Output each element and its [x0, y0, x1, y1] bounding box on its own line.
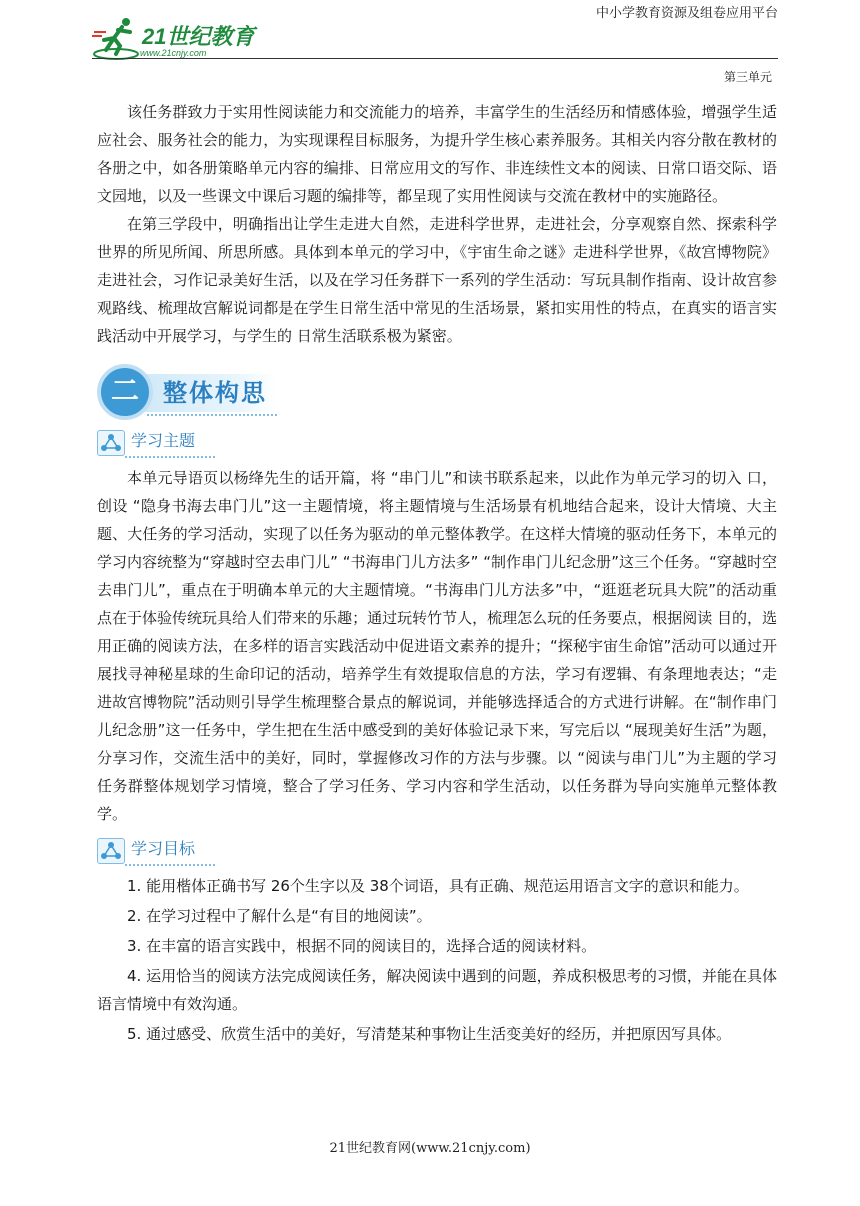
- section-title: 整体构思: [163, 379, 267, 407]
- intro-paragraph-1: 该任务群致力于实用性阅读能力和交流能力的培养，丰富学生的生活经历和情感体验，增强学生适应社会、服务社会的能力，为实现课程目标服务，为提升学生核心素养服务。其相关内容分散在教材的各册之中，如各册策略单元内容的编排、日常应用文的写作、非连续性文本的阅读、日常口语交际、语文园地，以及一些课文中课后习题的编排等，都呈现了实用性阅读与交流在教材中的实施路径。: [97, 103, 777, 205]
- section-banner: [97, 358, 777, 420]
- theme-paragraph: 本单元导语页以杨绛先生的话开篇，将 “串门儿”和读书联系起来，以此作为单元学习的切入 口，创设 “隐身书海去串门儿”这一主题情境，将主题情境与生活场景有机地结合起来，设计大情境、大主题、大任务的学习活动，实现了以任务为驱动的单元整体教学。在这样大情境的驱动任务下，本单元的学习内容统整为“穿越时空去串门儿” “书海串门儿方法多” “制作串门儿纪念册”这三个任务。“穿越时空去串门儿”，重点在于明确本单元的大主题情境。“书海串门儿方法多”中，“逛逛老玩具大院”的活动重点在于体验传统玩具给人们带来的乐趣；通过玩转竹节人，梳理怎么玩的任务要点，根据阅读 目的，选用正确的阅读方法，在多样的语言实践活动中促进语文素养的提升；“探秘宇宙生命馆”活动可以通过开展找寻神秘星球的生命印记的活动，培养学生有效提取信息的方法，学习有逻辑、有条理地表达；“走进故宫博物院”活动则引导学生梳理整合景点的解说词，并能够选择适合的方式进行讲解。在“制作串门儿纪念册”这一任务中，学生把在生活中感受到的美好体验记录下来，写完后以 “展现美好生活”为题，分享习作，交流生活中的美好，同时，掌握修改习作的方法与步骤。以 “阅读与串门儿”为主题的学习任务群整体规划学习情境，整合了学习任务、学习内容和学生活动，以任务群为导向实施单元整体教学。: [97, 469, 777, 823]
- page-content: [97, 98, 777, 1050]
- platform-name: 中小学教育资源及组卷应用平台: [595, 6, 778, 21]
- intro-paragraph-2: 在第三学段中，明确指出让学生走进大自然，走进科学世界，走进社会，分享观察自然、探索科学世界的所见所闻、所思所感。具体到本单元的学习中，《宇宙生命之谜》走进科学世界，《故宫博物院》走进社会，习作记录美好生活，以及在学习任务群下一系列的学生活动：写玩具制作指南、设计故宫参观路线、梳理故宫解说词都是在学生日常生活中常见的生活场景，紧扣实用性的特点，在真实的语言实践活动中开展学习，与学生的 日常生活联系极为紧密。: [97, 215, 777, 345]
- footer-text: 21世纪教育网(www.21cnjy.com): [329, 1141, 531, 1156]
- section-number: 二: [97, 364, 153, 420]
- banner-underline: [147, 414, 277, 416]
- goals-underline: [125, 864, 215, 866]
- theme-title: 学习主题: [131, 431, 196, 450]
- logo-url: www.21cnjy.com: [140, 48, 207, 58]
- goals-list: [97, 872, 777, 1048]
- logo[interactable]: [92, 16, 262, 64]
- runner-logo-icon: [92, 16, 142, 62]
- logo-text: 21世纪教育: [142, 24, 255, 49]
- theme-underline: [125, 456, 215, 458]
- theme-heading: [97, 426, 777, 460]
- unit-label: 第三单元: [723, 70, 772, 84]
- header-divider: [92, 58, 778, 59]
- goals-title: 学习目标: [131, 839, 196, 858]
- goal-item: 5. 通过感受、欣赏生活中的美好，写清楚某种事物让生活变美好的经历，并把原因写具体。: [127, 1025, 732, 1043]
- network-icon: [97, 430, 125, 456]
- goal-item: 4. 运用恰当的阅读方法完成阅读任务，解决阅读中遇到的问题，养成积极思考的习惯，并能在具体语言情境中有效沟通。: [97, 967, 777, 1013]
- goal-item: 2. 在学习过程中了解什么是“有目的地阅读”。: [127, 907, 432, 925]
- goal-item: 1. 能用楷体正确书写 26个生字以及 38个词语，具有正确、规范运用语言文字的意识和能力。: [127, 877, 749, 895]
- network-icon: [97, 838, 125, 864]
- goals-heading: [97, 834, 777, 868]
- goal-item: 3. 在丰富的语言实践中，根据不同的阅读目的，选择合适的阅读材料。: [127, 937, 597, 955]
